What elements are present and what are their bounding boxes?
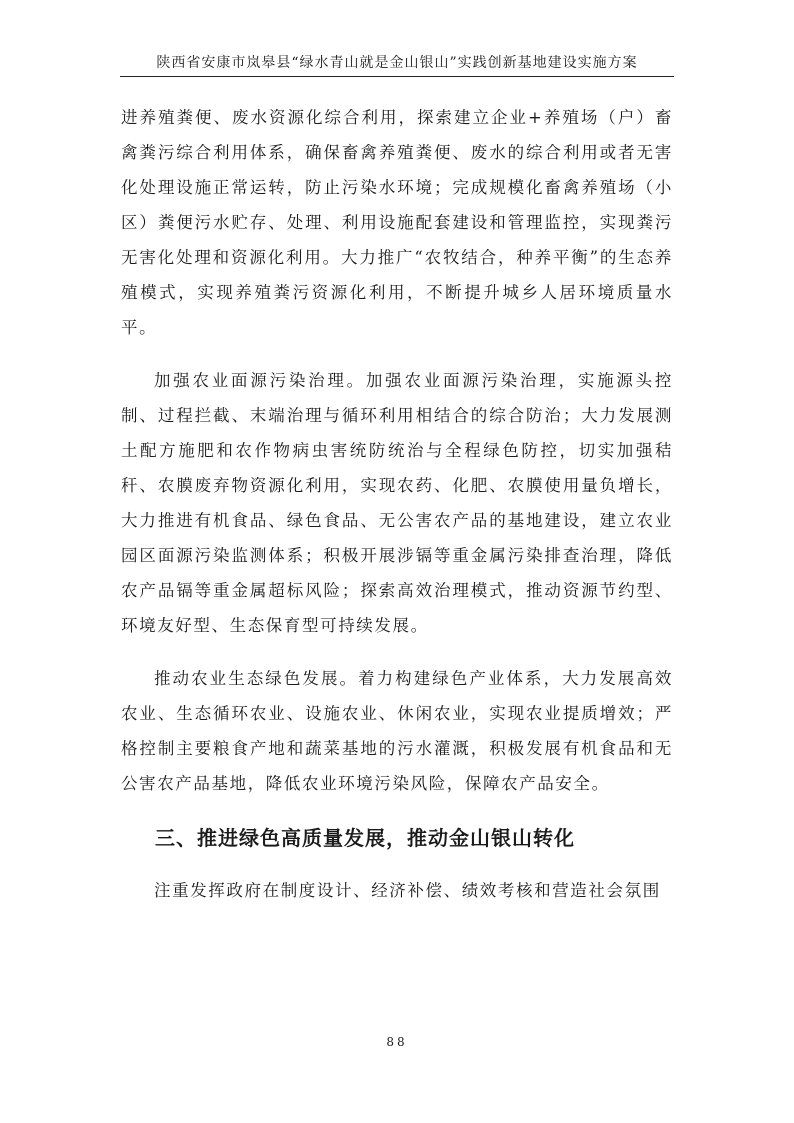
running-header: 陕西省安康市岚皋县“绿水青山就是金山银山”实践创新基地建设实施方案 bbox=[156, 55, 638, 71]
page-body bbox=[121, 100, 673, 908]
header-divider bbox=[120, 76, 674, 77]
page-number: 88 bbox=[386, 1035, 408, 1049]
section-heading: 三、推进绿色高质量发展，推动金山银山转化 bbox=[155, 826, 575, 850]
body-paragraph-continued: 进养殖粪便、废水资源化综合利用，探索建立企业+养殖场（户）畜禽粪污综合利用体系，确保畜禽养殖粪便、废水的综合利用或者无害化处理设施正常运转，防止污染水环境；完成规模化畜禽养殖场（小区）粪便污水贮存、处理、利用设施配套建设和管理监控，实现粪污无害化处理和资源化利用。大力推广“农牧结合，种养平衡”的生态养殖模式，实现养殖粪污资源化利用，不断提升城乡人居环境质量水平。 bbox=[121, 108, 673, 337]
body-paragraph-nonpoint-pollution: 加强农业面源污染治理。加强农业面源污染治理，实施源头控制、过程拦截、末端治理与循环利用相结合的综合防治；大力发展测土配方施肥和农作物病虫害统防统治与全程绿色防控，切实加强秸秆、农膜废弃物资源化利用，实现农药、化肥、农膜使用量负增长，大力推进有机食品、绿色食品、无公害农产品的基地建设，建立农业园区面源污染监测体系；积极开展涉镉等重金属污染排查治理，降低农产品镉等重金属超标风险；探索高效治理模式，推动资源节约型、环境友好型、生态保育型可持续发展。 bbox=[121, 371, 673, 635]
body-paragraph-green-agriculture: 推动农业生态绿色发展。着力构建绿色产业体系，大力发展高效农业、生态循环农业、设施农业、休闲农业，实现农业提质增效；严格控制主要粮食产地和蔬菜基地的污水灌溉，积极发展有机食品和无公害农产品基地，降低农业环境污染风险，保障农产品安全。 bbox=[121, 669, 673, 793]
body-paragraph-government-role: 注重发挥政府在制度设计、经济补偿、绩效考核和营造社会氛围 bbox=[154, 881, 661, 900]
